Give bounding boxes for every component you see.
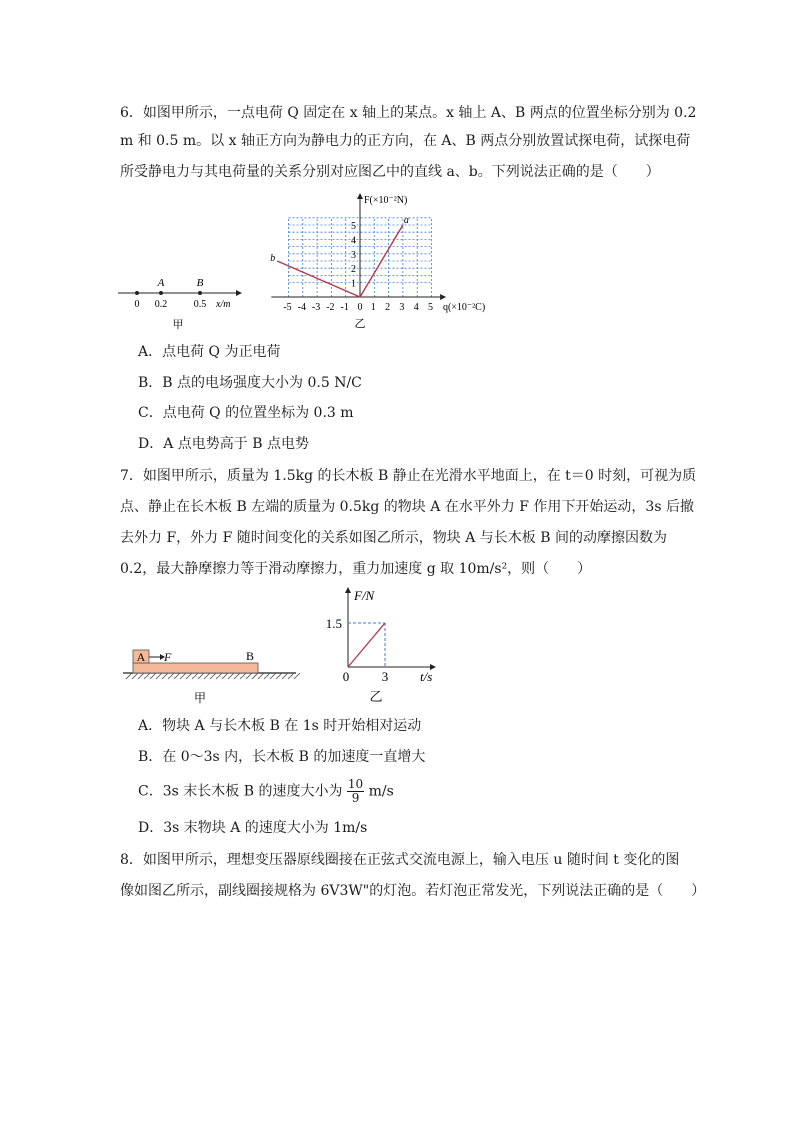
chart-line-a-label: a xyxy=(403,215,409,226)
q7-option-c-prefix: C．3s 末长木板 B 的速度大小为 xyxy=(138,783,343,800)
caption-yi: 乙 xyxy=(354,318,366,330)
f-t-line xyxy=(348,623,385,667)
x-tick-label: -1 xyxy=(340,302,349,313)
hatch-mark xyxy=(252,673,258,679)
f-tick: 1.5 xyxy=(325,616,342,631)
hatch-mark xyxy=(204,673,210,679)
label-a: A xyxy=(157,277,165,289)
q6-line-2: m 和 0.5 m。以 x 轴正方向为静电力的正方向，在 A、B 两点分别放置试探电荷，试探电荷 xyxy=(120,133,691,149)
q7-option-d: D．3s 末物块 A 的速度大小为 1m/s xyxy=(138,820,368,836)
hatch-mark xyxy=(192,673,198,679)
x-tick-label: 3 xyxy=(399,302,405,313)
q7-option-b: B．在 0～3s 内，长木板 B 的加速度一直增大 xyxy=(138,749,426,765)
q7-line-4: 0.2，最大静摩擦力等于滑动摩擦力，重力加速度 g 取 10m/s²，则（ ） xyxy=(120,561,592,577)
hatch-mark xyxy=(270,673,276,679)
y-tick-label: 2 xyxy=(351,264,356,276)
hatch-mark xyxy=(216,673,222,679)
hatch-mark xyxy=(276,673,282,679)
force-label: F xyxy=(164,650,172,664)
x-tick-label: 5 xyxy=(428,302,433,313)
hatch-mark xyxy=(150,673,156,679)
q7-option-c-fraction xyxy=(347,778,364,805)
hatch-mark xyxy=(294,673,300,679)
q7-figure-yi xyxy=(318,585,443,710)
x-tick-label: 0 xyxy=(357,302,363,313)
q7-line-3: 去外力 F，外力 F 随时间变化的关系如图乙所示，物块 A 与长木板 B 间的动摩擦因数为 xyxy=(120,530,667,546)
hatch-mark xyxy=(156,673,162,679)
hatch-mark xyxy=(138,673,144,679)
t-axis-label: t/s xyxy=(420,669,433,684)
q8-line-2: 像如图乙所示，副线圈接规格为 6V3W"的灯泡。若灯泡正常发光，下列说法正确的是（ ） xyxy=(120,883,706,899)
hatch-mark xyxy=(258,673,264,679)
hatch-mark xyxy=(186,673,192,679)
fraction-denominator: 9 xyxy=(351,791,360,805)
x-tick-label: -5 xyxy=(283,302,292,313)
hatch-mark xyxy=(198,673,204,679)
board-b-label: B xyxy=(245,649,255,663)
y-tick-label: 1 xyxy=(351,278,356,290)
origin-point xyxy=(135,291,139,295)
hatch-mark xyxy=(132,673,138,679)
hatch-mark xyxy=(246,673,252,679)
q7-option-a: A．物块 A 与长木板 B 在 1s 时开始相对运动 xyxy=(138,718,422,734)
q7-option-c-unit: m/s xyxy=(368,783,394,800)
chart-x-label: q(×10⁻²C) xyxy=(442,302,486,313)
q6-option-d: D．A 点电势高于 B 点电势 xyxy=(138,436,309,452)
point-b xyxy=(198,291,202,295)
x-tick-label: -2 xyxy=(326,302,335,313)
x-tick-label: 4 xyxy=(413,302,419,313)
q7-figure-jia xyxy=(118,640,303,710)
block-a-label: A xyxy=(136,650,146,664)
q6-line-1: 6．如图甲所示，一点电荷 Q 固定在 x 轴上的某点。x 轴上 A、B 两点的位置坐标分别为 0.2 xyxy=(120,105,697,121)
hatch-mark xyxy=(144,673,150,679)
hatch-mark xyxy=(180,673,186,679)
x-tick-label: 1 xyxy=(370,302,376,313)
hatch-mark xyxy=(162,673,168,679)
q6-line-3: 所受静电力与其电荷量的关系分别对应图乙中的直线 a、b。下列说法正确的是（ ） xyxy=(120,164,660,180)
caption-yi: 乙 xyxy=(369,689,383,704)
q6-option-c: C．点电荷 Q 的位置坐标为 0.3 m xyxy=(138,405,354,421)
hatch-mark xyxy=(288,673,294,679)
q6-figure-jia xyxy=(118,270,248,340)
t-tick-0: 0 xyxy=(342,669,350,684)
hatch-mark xyxy=(240,673,246,679)
x-axis-label: x/m xyxy=(216,299,231,310)
chart-line-b-label: b xyxy=(270,253,276,264)
fraction-numerator: 10 xyxy=(347,777,364,791)
f-axis-arrow xyxy=(345,587,351,593)
hatch-mark xyxy=(168,673,174,679)
y-tick-label: 4 xyxy=(351,235,356,247)
q7-option-c xyxy=(138,778,394,805)
caption-jia: 甲 xyxy=(172,319,184,331)
hatch-mark xyxy=(228,673,234,679)
y-tick-label: 3 xyxy=(351,249,356,261)
q8-line-1: 8．如图甲所示，理想变压器原线圈接在正弦式交流电源上，输入电压 u 随时间 t 变化的图 xyxy=(120,852,680,868)
y-tick-label: 5 xyxy=(351,221,356,232)
chart-y-label: F(×10⁻²N) xyxy=(364,195,408,206)
board-b xyxy=(133,663,258,673)
ground-hatch xyxy=(126,673,300,679)
x-tick-label: 2 xyxy=(385,302,391,313)
point-a xyxy=(159,291,163,295)
chart-line-b xyxy=(277,261,360,297)
q6-option-b: B．B 点的电场强度大小为 0.5 N/C xyxy=(138,375,362,391)
hatch-mark xyxy=(174,673,180,679)
label-b: B xyxy=(196,277,204,289)
x-tick-label: -4 xyxy=(297,302,306,313)
chart-x-ticks xyxy=(283,302,433,313)
t-tick-3: 3 xyxy=(381,669,389,684)
q7-line-1: 7．如图甲所示，质量为 1.5kg 的长木板 B 静止在光滑水平地面上，在 t＝0 时刻，可视为质 xyxy=(120,468,697,484)
hatch-mark xyxy=(234,673,240,679)
hatch-mark xyxy=(222,673,228,679)
tick-0: 0 xyxy=(134,299,140,310)
chart-x-axis-arrow xyxy=(440,294,446,300)
x-axis-arrow xyxy=(236,290,242,296)
hatch-mark xyxy=(264,673,270,679)
hatch-mark xyxy=(210,673,216,679)
x-tick-label: -3 xyxy=(311,302,321,313)
q6-figure-yi xyxy=(270,190,500,340)
q7-line-2: 点、静止在长木板 B 左端的质量为 0.5kg 的物块 A 在水平外力 F 作用下开始运动，3s 后撤 xyxy=(120,499,694,515)
tick-0-2: 0.2 xyxy=(154,299,168,310)
tick-0-5: 0.5 xyxy=(193,299,207,310)
chart-y-axis-arrow xyxy=(357,193,363,199)
hatch-mark xyxy=(282,673,288,679)
hatch-mark xyxy=(126,673,132,679)
f-axis-label: F/N xyxy=(354,588,375,603)
chart-y-ticks xyxy=(351,221,356,290)
caption-jia: 甲 xyxy=(193,691,207,705)
q6-option-a: A．点电荷 Q 为正电荷 xyxy=(138,344,281,360)
